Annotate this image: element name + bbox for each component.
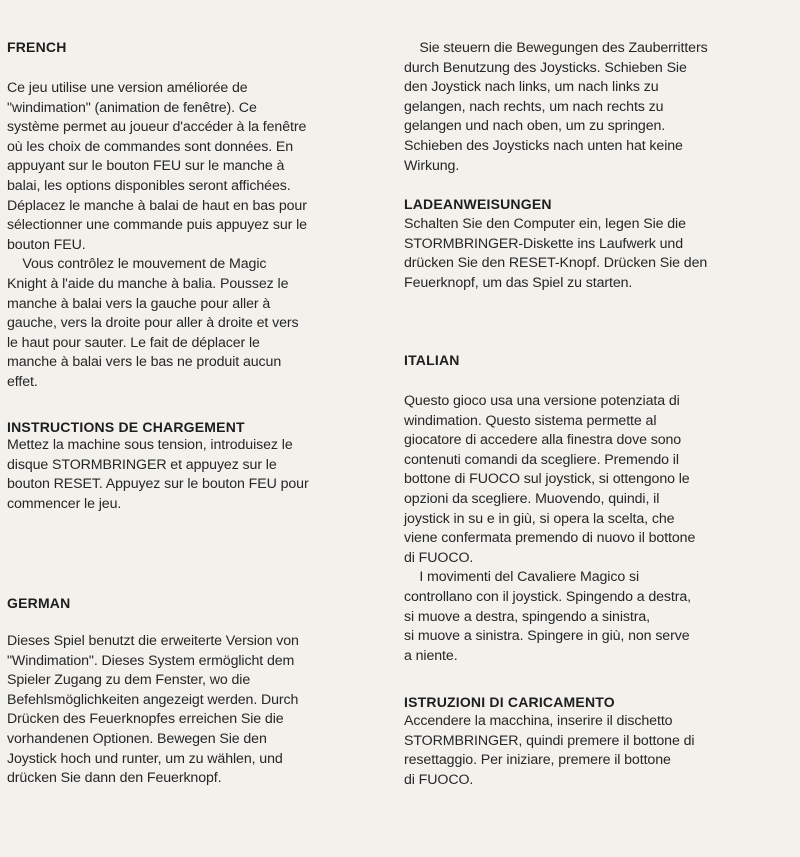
french-instructions: Ce jeu utilise une version améliorée de "windimation" (animation de fenêtre). Ce système permet au joueur d'accéder à la fenêtre où les choix de commandes sont données. En appuyant sur le bouton FEU sur le manche à balai, les options disponibles seront affichées. Déplacez le manche à balai de haut en bas pour sélectionner une commande puis appuyez sur le bouton FEU. Vous contrôlez le mouvement de Magic Knight à l'aide du manche à balia. Poussez le manche à balai vers la gauche pour aller à gauche, vers la droite pour aller à droite et vers le haut pour sauter. Le fait de déplacer le manche à balai vers le bas ne produit aucun effet. xyxy=(7,80,307,390)
german-heading: GERMAN xyxy=(7,595,71,611)
german-instructions: Dieses Spiel benutzt die erweiterte Version von "Windimation". Dieses System ermöglicht dem Spieler Zugang zu dem Fenster, wo die Befehlsmöglichkeiten angezeigt werden. Durch Drücken des Feuerknopfes erreichen Sie die vorhandenen Optionen. Bewegen Sie den Joystick hoch und runter, um zu wählen, und drücken Sie dann den Feuerknopf. xyxy=(7,633,299,787)
french-heading: FRENCH xyxy=(7,39,67,55)
italian-loading-text: Accendere la macchina, inserire il dischetto STORMBRINGER, quindi premere il bottone di resettaggio. Per iniziare, premere il bottone di FUOCO. xyxy=(404,713,695,788)
french-loading-text: Mettez la machine sous tension, introduisez le disque STORMBRINGER et appuyez sur le bouton RESET. Appuyez sur le bouton FEU pour commencer le jeu. xyxy=(7,437,309,512)
french-loading-heading: INSTRUCTIONS DE CHARGEMENT xyxy=(7,419,245,435)
german-instructions-continued: Sie steuern die Bewegungen des Zauberritters durch Benutzung des Joysticks. Schieben Sie den Joystick nach links, um nach links zu gelangen, nach rechts, um nach rechts zu gelangen und nach oben, um zu springen. Schieben des Joysticks nach unten hat keine Wirkung. xyxy=(404,40,708,174)
german-loading-heading: LADEANWEISUNGEN xyxy=(404,196,552,212)
italian-heading: ITALIAN xyxy=(404,352,460,368)
german-loading-text: Schalten Sie den Computer ein, legen Sie die STORMBRINGER-Diskette ins Laufwerk und drücken Sie den RESET-Knopf. Drücken Sie den Feuerknopf, um das Spiel zu starten. xyxy=(404,216,708,291)
italian-loading-heading: ISTRUZIONI DI CARICAMENTO xyxy=(404,694,615,710)
italian-instructions: Questo gioco usa una versione potenziata di windimation. Questo sistema permette al giocatore di accedere alla finestra dove sono contenuti comandi da scegliere. Premendo il bottone di FUOCO sul joystick, si ottengono le opzioni da scegliere. Muovendo, quindi, il joystick in su e in giù, si opera la scelta, che viene confermata premendo di nuovo il bottone di FUOCO. I movimenti del Cavaliere Magico si controllano con il joystick. Spingendo a destra, si muove a destra, spingendo a sinistra, si muove a sinistra. Spingere in giù, non serve a niente. xyxy=(404,393,696,664)
